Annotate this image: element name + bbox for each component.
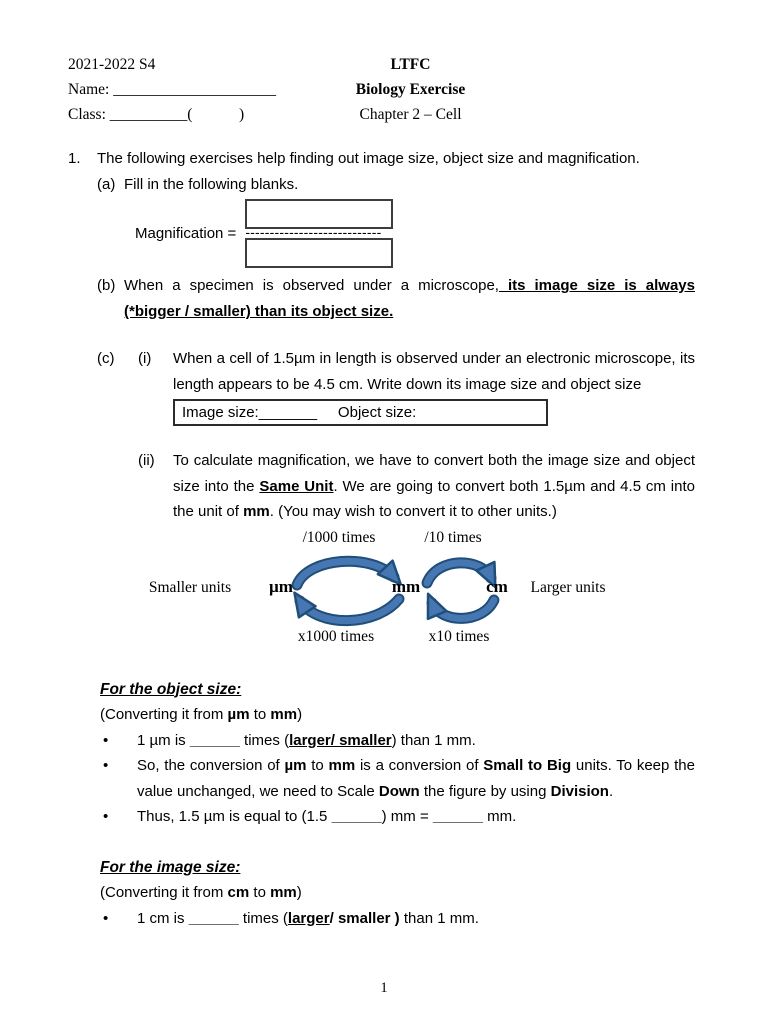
school-name: LTFC [390,56,431,73]
question-intro: The following exercises help finding out image size, object size and magnification. [97,150,640,167]
image-size-heading: For the image size: [100,858,241,876]
bullet-icon: • [103,909,109,927]
object-size-converting-note: (Converting it from µm to mm) [100,706,303,723]
question-1 [68,146,695,931]
part-c-ii-text: To calculate magnification, we have to convert both the image size and object size into the Same Unit. We are going to convert both 1.5µm and 4.5 cm into the unit of mm. (You may wish to convert it to other units.) [173,452,695,520]
object-size-section [100,677,695,830]
class-blank: __________ [109,106,188,123]
multiply-10-label: x10 times [428,627,490,645]
part-a-text: Fill in the following blanks. [124,175,299,193]
part-b [97,273,695,325]
blank: ______ [188,909,239,927]
divide-1000-label: /1000 times [302,528,376,546]
page-number: 1 [380,980,388,996]
image-size-bullet-1: • 1 cm is ______ times (larger/ smaller ) than 1 mm. [100,906,695,932]
part-c-ii-label: (ii) [138,452,155,469]
blank: ______ [432,808,483,825]
part-b-emphasis: its image size is always (*bigger / smaller) than its object size. [124,277,695,320]
header-row-2 [68,77,695,102]
denominator-box [245,238,393,268]
name-label: Name: [68,81,114,98]
question-number: 1. [68,150,81,167]
name-blank: _____________________ [113,81,276,98]
class-parentheses: ( ) [187,106,245,123]
unit-mm: mm [391,576,421,596]
larger-units-label: Larger units [530,578,606,596]
class-label: Class: [68,106,110,123]
bullet-icon: • [103,757,109,774]
image-size-section [100,855,695,932]
part-c-i [124,346,695,426]
answer-box: Image size:_______ Object size: [173,399,548,426]
term-label: 2021-2022 S4 [68,56,156,73]
object-size-bullet-3: • Thus, 1.5 µm is equal to (1.5 ______) mm = ______ mm. [100,804,695,830]
larger-smaller-choice: larger [287,909,330,927]
part-a-label: (a) [97,175,116,193]
fraction [245,199,397,268]
divide-10-label: /10 times [424,528,482,546]
magnification-label: Magnification = [135,224,237,242]
part-b-label: (b) [97,277,116,294]
smaller-units-label: Smaller units [148,578,232,596]
part-a [97,172,695,198]
unit-um: µm [269,576,293,596]
subject-title: Biology Exercise [355,81,466,98]
image-size-converting-note: (Converting it from cm to mm) [100,884,302,901]
chapter-title: Chapter 2 – Cell [359,106,462,123]
object-size-heading: For the object size: [100,680,242,698]
multiply-1000-label: x1000 times [297,627,375,645]
bullet-icon: • [103,808,109,825]
document-header [68,52,695,127]
unit-cm: cm [486,576,508,596]
header-row-3 [68,102,695,127]
magnification-formula [135,199,695,268]
bullet-icon: • [103,731,109,749]
blank: ______ [331,808,382,825]
part-c-label: (c) [97,350,115,367]
header-row-1 [68,52,695,77]
part-b-text: When a specimen is observed under a microscope, its image size is always (*bigger / smaller) than its object size. [124,277,695,320]
part-c-i-label: (i) [138,350,152,367]
unit-conversion-diagram [0,525,627,651]
part-c-i-text: When a cell of 1.5µm in length is observed under an electronic microscope, its length appears to be 4.5 cm. Write down its image size and object size [173,350,695,393]
same-unit-emphasis: Same Unit [259,477,334,495]
larger-smaller-choice: larger/ smaller [289,731,392,749]
numerator-box [245,199,393,229]
object-size-bullet-1: • 1 µm is ______ times (larger/ smaller) than 1 mm. [100,728,695,754]
object-size-bullet-2: • So, the conversion of µm to mm is a conversion of Small to Big units. To keep the value unchanged, we need to Scale Down the figure by using Division. [100,753,695,804]
mm-term: mm [243,503,270,520]
blank: ______ [189,731,240,749]
part-c [97,346,695,525]
part-c-ii [124,448,695,525]
fraction-divider: ---------------------------- [245,229,382,238]
